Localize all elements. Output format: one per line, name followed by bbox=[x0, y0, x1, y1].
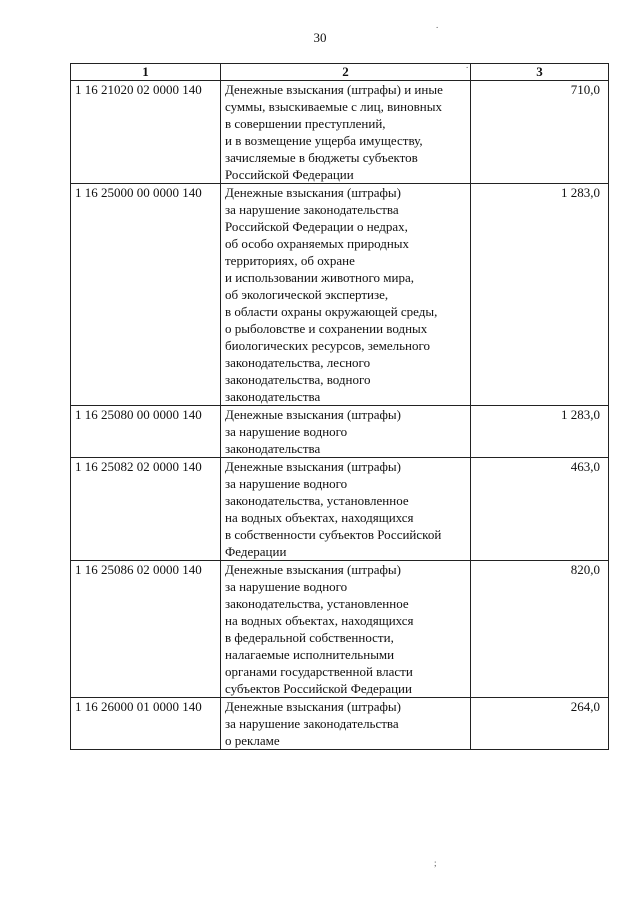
revenue-name-line: за нарушение законодательства bbox=[225, 202, 399, 217]
revenue-name-line: в собственности субъектов Российской bbox=[225, 527, 442, 542]
revenue-name-line: законодательства, водного bbox=[225, 372, 371, 387]
budget-code-cell: 1 16 26000 01 0000 140 bbox=[71, 698, 221, 750]
revenue-name-line: законодательства bbox=[225, 441, 321, 456]
amount-cell: 463,0 bbox=[471, 458, 609, 561]
revenue-name-line: законодательства bbox=[225, 389, 321, 404]
revenue-name-line: зачисляемые в бюджеты субъектов bbox=[225, 150, 418, 165]
revenue-name-line: Денежные взыскания (штрафы) и иные bbox=[225, 82, 443, 97]
revenue-name-line: биологических ресурсов, земельного bbox=[225, 338, 430, 353]
revenue-name-line: Денежные взыскания (штрафы) bbox=[225, 185, 401, 200]
revenue-name-line: и в возмещение ущерба имуществу, bbox=[225, 133, 423, 148]
revenue-name-cell bbox=[221, 458, 471, 561]
revenue-name-line: за нарушение законодательства bbox=[225, 716, 399, 731]
page-number: 30 bbox=[313, 30, 327, 45]
revenue-name-line: на водных объектах, находящихся bbox=[225, 613, 414, 628]
amount-cell: 1 283,0 bbox=[471, 184, 609, 406]
table-row bbox=[71, 561, 609, 698]
table-header-row bbox=[71, 64, 609, 81]
revenue-name-line: в совершении преступлений, bbox=[225, 116, 386, 131]
revenue-name-line: на водных объектах, находящихся bbox=[225, 510, 414, 525]
revenue-name-line: субъектов Российской Федерации bbox=[225, 681, 412, 696]
budget-code-cell: 1 16 25086 02 0000 140 bbox=[71, 561, 221, 698]
revenue-name-line: о рыболовстве и сохранении водных bbox=[225, 321, 428, 336]
revenue-name-cell bbox=[221, 698, 471, 750]
budget-code-cell: 1 16 21020 02 0000 140 bbox=[71, 81, 221, 184]
revenue-name-line: и использовании животного мира, bbox=[225, 270, 414, 285]
revenue-name-line: территориях, об охране bbox=[225, 253, 355, 268]
revenue-name-line: за нарушение водного bbox=[225, 476, 348, 491]
budget-code-cell: 1 16 25080 00 0000 140 bbox=[71, 406, 221, 458]
amount-cell: 264,0 bbox=[471, 698, 609, 750]
revenue-name-line: органами государственной власти bbox=[225, 664, 413, 679]
revenue-name-line: законодательства, лесного bbox=[225, 355, 371, 370]
column-header-amount: 3 bbox=[471, 64, 609, 81]
revenue-name-cell bbox=[221, 561, 471, 698]
revenue-name-line: суммы, взыскиваемые с лиц, виновных bbox=[225, 99, 442, 114]
revenue-name-line: Денежные взыскания (штрафы) bbox=[225, 699, 401, 714]
revenue-name-line: в области охраны окружающей среды, bbox=[225, 304, 438, 319]
budget-code-cell: 1 16 25000 00 0000 140 bbox=[71, 184, 221, 406]
revenue-name-line: законодательства, установленное bbox=[225, 596, 409, 611]
revenue-name-line: за нарушение водного bbox=[225, 424, 348, 439]
column-header-name: 2 bbox=[221, 64, 471, 81]
amount-cell: 710,0 bbox=[471, 81, 609, 184]
table-row bbox=[71, 406, 609, 458]
revenue-name-line: законодательства, установленное bbox=[225, 493, 409, 508]
revenue-name-line: Денежные взыскания (штрафы) bbox=[225, 562, 401, 577]
scan-speck: ; bbox=[434, 858, 437, 868]
revenue-name-line: Российской Федерации о недрах, bbox=[225, 219, 408, 234]
revenue-name-line: Федерации bbox=[225, 544, 287, 559]
revenue-name-line: о рекламе bbox=[225, 733, 280, 748]
revenue-name-cell bbox=[221, 81, 471, 184]
budget-code-cell: 1 16 25082 02 0000 140 bbox=[71, 458, 221, 561]
revenue-name-line: налагаемые исполнительными bbox=[225, 647, 395, 662]
revenue-name-line: Российской Федерации bbox=[225, 167, 354, 182]
table-row bbox=[71, 81, 609, 184]
amount-cell: 820,0 bbox=[471, 561, 609, 698]
revenue-name-line: Денежные взыскания (штрафы) bbox=[225, 407, 401, 422]
table-body bbox=[71, 81, 609, 750]
revenue-table bbox=[70, 63, 609, 750]
table-row bbox=[71, 698, 609, 750]
revenue-name-line: в федеральной собственности, bbox=[225, 630, 394, 645]
revenue-name-line: Денежные взыскания (штрафы) bbox=[225, 459, 401, 474]
scan-speck: . bbox=[466, 60, 469, 70]
amount-cell: 1 283,0 bbox=[471, 406, 609, 458]
scan-speck: . bbox=[436, 20, 439, 30]
table-row bbox=[71, 184, 609, 406]
revenue-name-cell bbox=[221, 406, 471, 458]
column-header-code: 1 bbox=[71, 64, 221, 81]
table-row bbox=[71, 458, 609, 561]
revenue-name-line: об экологической экспертизе, bbox=[225, 287, 389, 302]
revenue-name-line: за нарушение водного bbox=[225, 579, 348, 594]
revenue-name-line: об особо охраняемых природных bbox=[225, 236, 410, 251]
revenue-name-cell bbox=[221, 184, 471, 406]
